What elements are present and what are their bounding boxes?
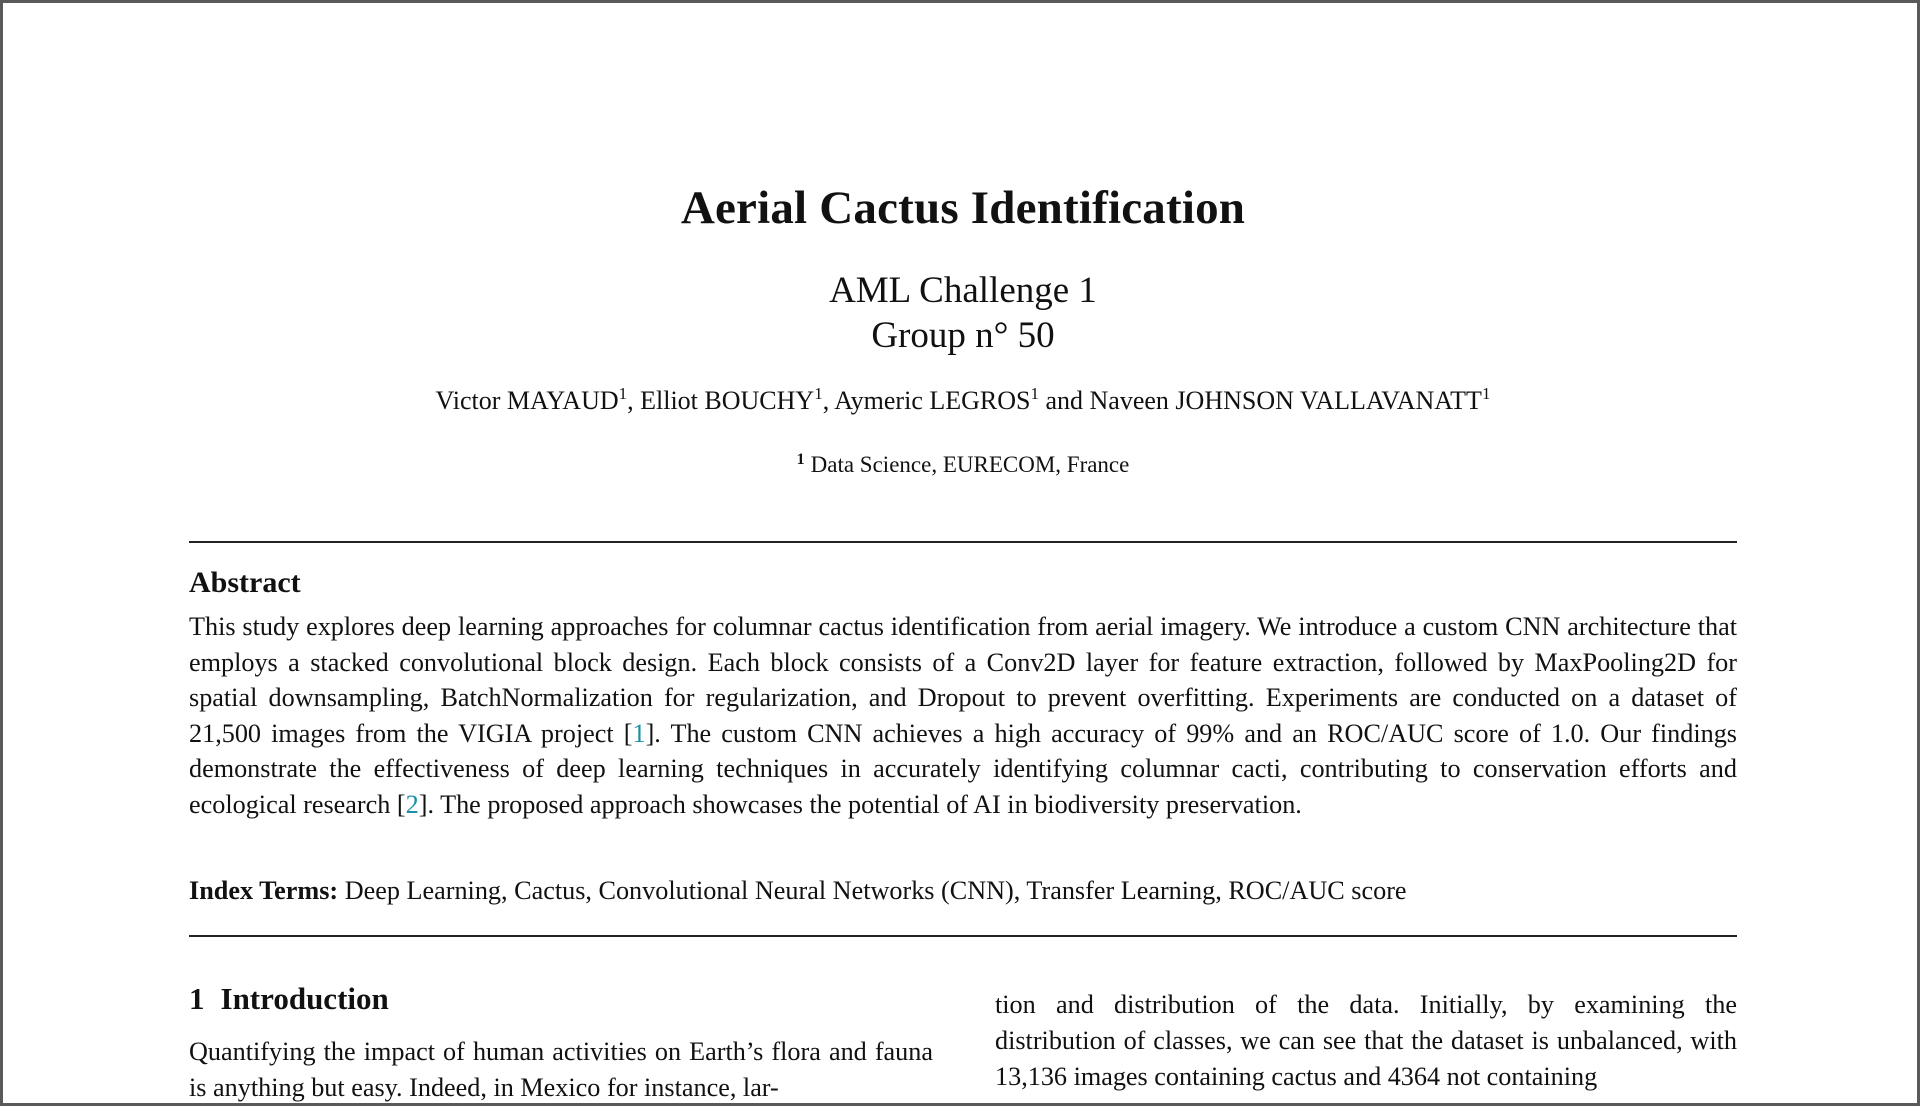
author-separator: , (822, 386, 835, 415)
citation-link-2[interactable]: 2 (405, 789, 419, 819)
abstract-heading: Abstract (189, 566, 301, 599)
affiliation-text: Data Science, EURECOM, France (810, 452, 1130, 477)
citation-link-1[interactable]: 1 (632, 718, 646, 748)
introduction-text: Quantifying the impact of human activities on Earth’s flora and fauna is anything but easy. Indeed, in Mexico for instance, lar- (189, 1037, 933, 1102)
paper-subtitle-challenge: AML Challenge 1 (829, 270, 1097, 311)
abstract-text-part1: This study explores deep learning approaches for columnar cactus identification from aerial imagery. We introduce a custom CNN architecture that employs a stacked convolutional block design. Each block consists of a Conv2D layer for feature extraction, followed by MaxPooling2D for spatial downsampling, BatchNormalization for regularization, and Dropout to prevent overfitting. Experiments are conducted on a dataset of 21,500 images from the VIGIA project [ (189, 612, 1737, 748)
paper-subtitle-group: Group n° 50 (871, 315, 1055, 356)
author-name: Elliot BOUCHY (640, 386, 815, 415)
paper-page (3, 3, 1917, 1103)
author-list (189, 386, 1737, 416)
abstract-text-part2: ]. The custom CNN achieves a high accuracy of 99% and an ROC/AUC score of 1.0. Our findings demonstrate the effectiveness of deep learning techniques in accurately identifying columnar cacti, contributing to conservation efforts and ecological research [ (189, 718, 1737, 819)
paper-title: Aerial Cactus Identification (680, 182, 1246, 234)
abstract-top-rule (189, 541, 1737, 543)
author-affiliation-marker: 1 (1481, 384, 1491, 403)
section-number: 1 (189, 981, 205, 1016)
author-affiliation-marker: 1 (814, 384, 823, 403)
author-name: Aymeric LEGROS (834, 386, 1031, 415)
abstract-text-part3: ]. The proposed approach showcases the potential of AI in biodiversity preservation. (418, 789, 1302, 819)
index-terms-label: Index Terms: (189, 876, 339, 905)
index-terms-text: Deep Learning, Cactus, Convolutional Neural Networks (CNN), Transfer Learning, ROC/AUC score (338, 876, 1407, 905)
author-separator: , (627, 386, 641, 415)
index-terms (189, 876, 1737, 906)
abstract-text (189, 609, 1737, 822)
author-name: Naveen JOHNSON VALLAVANATT (1089, 386, 1482, 415)
section-heading-introduction (189, 981, 933, 1017)
right-column-text: tion and distribution of the data. Initially, by examining the distribution of classes, we can see that the dataset is unbalanced, with 13,136 images containing cactus and 4364 not containing (995, 990, 1737, 1091)
left-column (189, 981, 933, 1106)
author-name: Victor MAYAUD (435, 386, 619, 415)
author-affiliation-marker: 1 (1030, 384, 1039, 403)
author-separator: and (1038, 386, 1090, 415)
right-column (995, 987, 1737, 1095)
affiliation-marker: 1 (796, 451, 805, 468)
abstract-bottom-rule (189, 935, 1737, 937)
affiliation (189, 452, 1737, 478)
section-title: Introduction (220, 981, 389, 1016)
author-affiliation-marker: 1 (618, 384, 628, 403)
